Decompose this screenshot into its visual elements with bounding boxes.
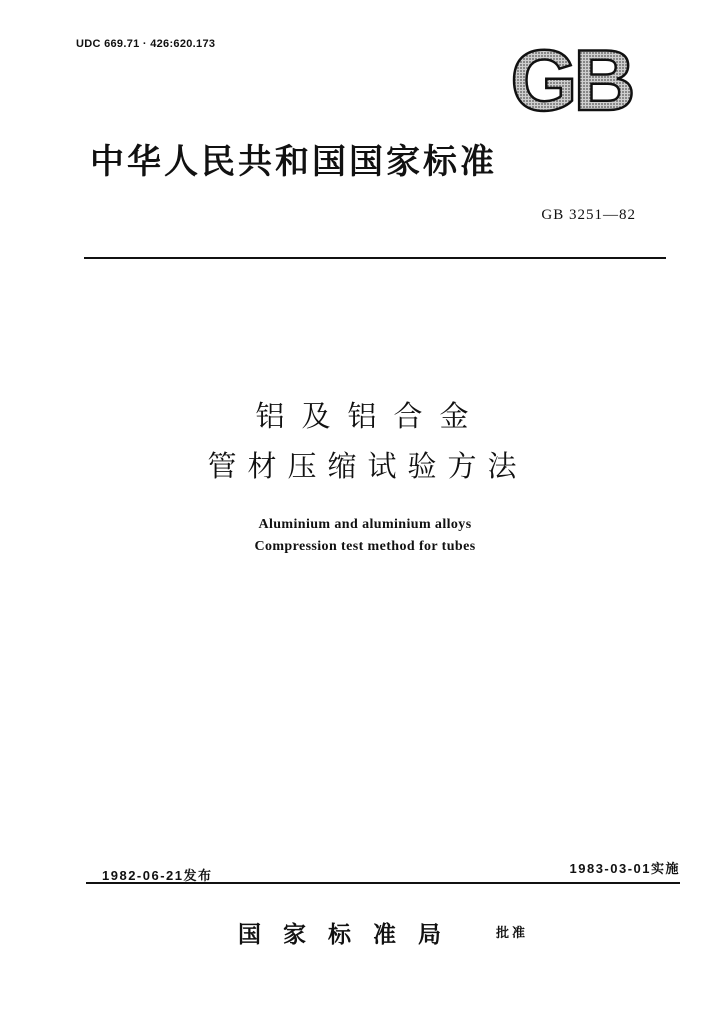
header-divider	[84, 257, 666, 259]
udc-number: UDC 669.71 · 426:620.173	[76, 38, 216, 50]
gb-logo-text: GB	[510, 40, 632, 120]
issuing-authority: 国家标准局	[238, 922, 463, 948]
title-cn-line1: 铝及铝合金	[255, 399, 486, 433]
effective-date: 1983-03-01实施	[569, 861, 680, 876]
gb-logo	[496, 40, 646, 120]
approval-label: 批准	[496, 926, 529, 941]
issue-date: 1982-06-21发布	[102, 868, 213, 883]
title-en-line1: Aluminium and aluminium alloys	[258, 517, 472, 532]
title-en-line2: Compression test method for tubes	[254, 539, 476, 554]
title-cn-line2: 管材压缩试验方法	[207, 449, 528, 483]
footer-divider	[86, 882, 680, 884]
standard-title: 中华人民共和国国家标准	[90, 142, 497, 182]
standard-code: GB 3251—82	[541, 207, 636, 223]
